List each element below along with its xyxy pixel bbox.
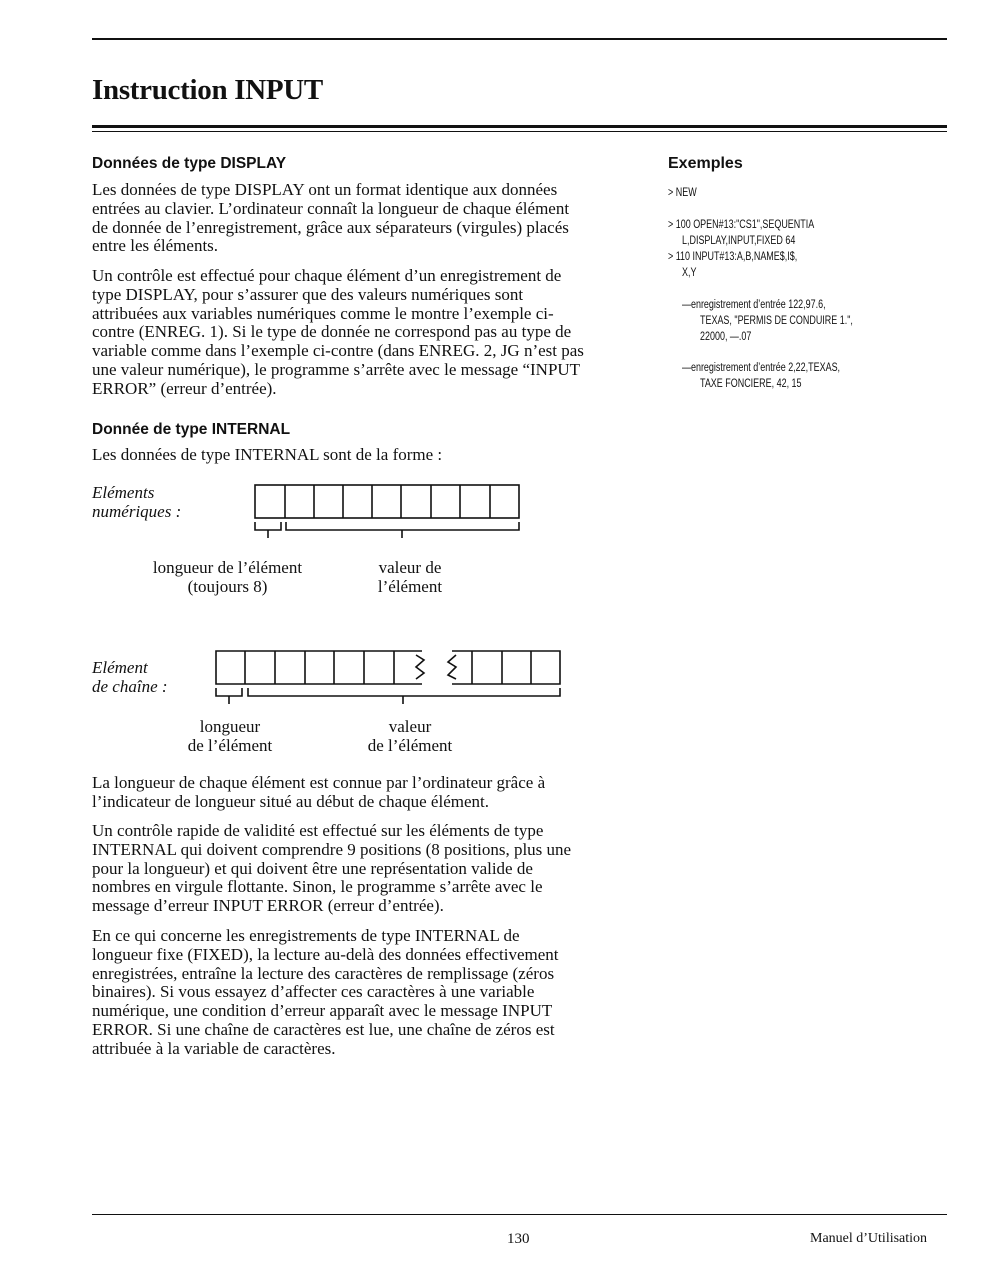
text-line: Un contrôle est effectué pour chaque élément d’un enregistrement de (92, 266, 562, 285)
record-2-line: —enregistrement d’entrée 2,22,TEXAS, (682, 362, 841, 374)
text-line: La longueur de chaque élément est connue par l’ordinateur grâce à (92, 773, 546, 792)
text-line: variable comme dans l’exemple ci-contre (dans ENREG. 2, JG n’est pas (92, 341, 584, 361)
text-line: type DISPLAY, pour s’assurer que des valeurs numériques sont (92, 284, 524, 304)
code-line-100: > 100 OPEN#13:"CS1",SEQUENTIA (668, 219, 815, 231)
numeric-caption-value (350, 558, 470, 596)
top-rule (92, 38, 947, 40)
string-caption-length (170, 717, 290, 755)
text-line: l’indicateur de longueur situé au début de chaque élément. (92, 791, 489, 811)
code-line-new: > NEW (668, 187, 697, 199)
text-line: entrées au clavier. L’ordinateur connaît la longueur de chaque élément (92, 198, 570, 218)
title-rule-upper (92, 125, 947, 128)
text-line: INTERNAL qui doivent comprendre 9 positions (8 positions, plus une (92, 839, 572, 859)
text-line: numérique, une condition d’erreur apparaît avec le message INPUT (92, 1001, 553, 1021)
caption-line: l’élément (377, 577, 443, 596)
text-line: En ce qui concerne les enregistrements de type INTERNAL de (92, 926, 520, 945)
footer-label: Manuel d’Utilisation (810, 1231, 928, 1246)
text-line: binaires). Si vous essayez d’affecter ces caractères à une variable (92, 982, 535, 1002)
numeric-caption-length (140, 558, 315, 596)
title-rule-lower (92, 131, 947, 132)
text-line: attribuée à la variable de caractères. (92, 1038, 336, 1058)
label-line: Elément (92, 658, 148, 677)
caption-line: de l’élément (187, 736, 273, 755)
text-line: une valeur numérique), le programme s’arrête avec le message “INPUT (92, 359, 581, 379)
internal-paragraph-2 (92, 822, 571, 916)
label-line: Eléments (92, 483, 155, 502)
text-line: ERROR. Si une chaîne de caractères est lue, une chaîne de zéros est (92, 1019, 555, 1039)
numeric-element-diagram (248, 482, 528, 544)
display-heading: Données de type DISPLAY (92, 155, 287, 172)
internal-heading: Donnée de type INTERNAL (92, 421, 291, 438)
caption-line: (toujours 8) (187, 577, 268, 596)
internal-intro: Les données de type INTERNAL sont de la forme : (92, 445, 443, 464)
text-line: enregistrées, entraîne la lecture des caractères de remplissage (zéros (92, 963, 555, 983)
record-1-line: TEXAS, "PERMIS DE CONDUIRE 1.", (700, 315, 853, 327)
record-1-line: 22000, —.07 (700, 331, 752, 343)
display-paragraph-2 (92, 267, 584, 399)
label-line: de chaîne : (92, 677, 168, 696)
text-line: longueur fixe (FIXED), la lecture au-delà des données effectivement (92, 944, 559, 964)
internal-paragraph-1 (92, 774, 545, 812)
string-element-diagram (210, 646, 570, 708)
text-line: de donnée de l’enregistrement, grâce aux séparateurs (virgules) placés (92, 217, 569, 237)
caption-line: valeur (388, 717, 432, 736)
text-line: contre (ENREG. 1). Si le type de donnée ne correspond pas au type de (92, 322, 572, 342)
numeric-diagram-label (92, 483, 181, 522)
record-2-line: TAXE FONCIERE, 42, 15 (700, 378, 802, 390)
record-1-line: —enregistrement d’entrée 122,97.6, (682, 299, 826, 311)
label-line: numériques : (92, 502, 182, 521)
text-line: ERROR” (erreur d’entrée). (92, 378, 277, 398)
caption-line: longueur (199, 717, 261, 736)
text-line: attribuées aux variables numériques comme le montre l’exemple ci- (92, 303, 554, 323)
string-caption-value (350, 717, 470, 755)
code-line-110-cont: X,Y (682, 267, 697, 279)
footer-rule (92, 1214, 947, 1215)
internal-paragraph-3 (92, 927, 559, 1059)
caption-line: longueur de l’élément (152, 558, 303, 577)
string-diagram-label (92, 658, 168, 697)
text-line: message d’erreur INPUT ERROR (erreur d’entrée). (92, 896, 444, 916)
display-paragraph-1 (92, 181, 569, 256)
code-line-110: > 110 INPUT#13:A,B,NAME$,I$, (668, 251, 798, 263)
code-line-100-cont: L,DISPLAY,INPUT,FIXED 64 (682, 235, 796, 247)
text-line: nombres en virgule flottante. Sinon, le programme s’arrête avec le (92, 877, 543, 897)
text-line: pour la longueur) et qui doivent être une représentation valide de (92, 858, 533, 878)
text-line: entre les éléments. (92, 236, 219, 256)
page-number: 130 (507, 1231, 530, 1247)
examples-heading: Exemples (668, 155, 743, 172)
text-line: Les données de type DISPLAY ont un format identique aux données (92, 180, 558, 199)
caption-line: de l’élément (367, 736, 453, 755)
text-line: Un contrôle rapide de validité est effectué sur les éléments de type (92, 821, 544, 840)
caption-line: valeur de (378, 558, 442, 577)
page-title: Instruction INPUT (92, 74, 323, 106)
